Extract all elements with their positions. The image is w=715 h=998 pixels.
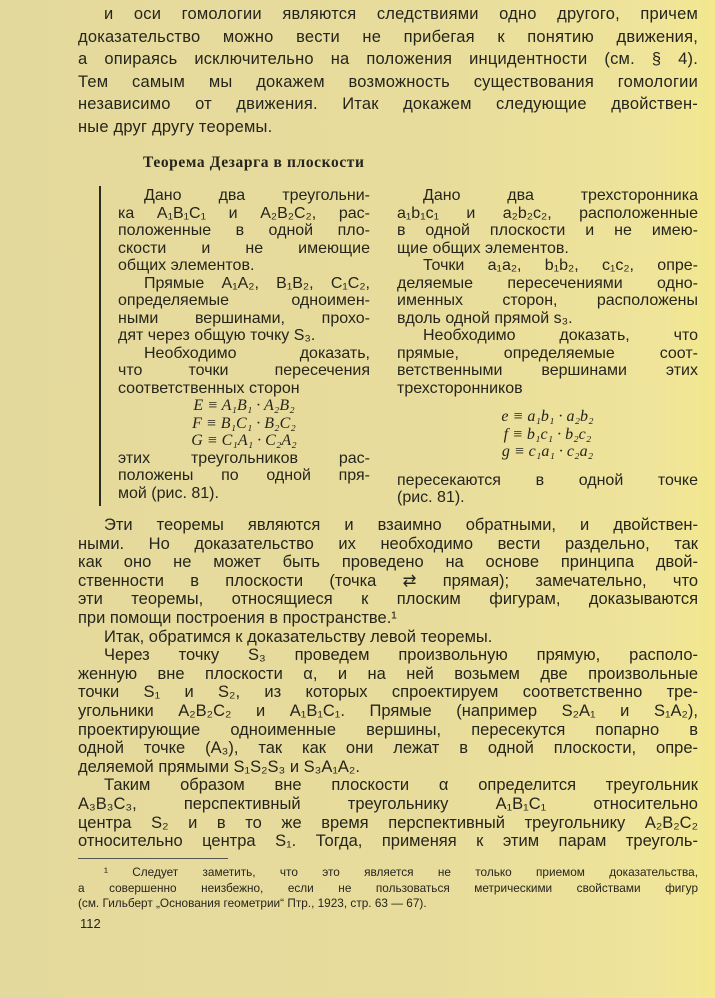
margin-bar bbox=[99, 186, 101, 506]
text-line: эти теоремы, относящиеся к плоским фигурам, доказываются bbox=[78, 590, 698, 609]
formula: g ≡ c₁a₁ · c₂a₂ bbox=[501, 443, 594, 460]
text-line: скости и не имеющие bbox=[118, 239, 370, 257]
text-line: (рис. 81). bbox=[397, 489, 465, 506]
text-line: при помощи построения в пространстве.¹ bbox=[78, 608, 397, 627]
text-line: дят через общую точку S₃. bbox=[118, 327, 316, 344]
footnote bbox=[78, 865, 698, 912]
text-line: Эти теоремы являются и взаимно обратными, и двойствен- bbox=[104, 516, 698, 534]
text-line: ными. Но доказательство их необходимо вести раздельно, так bbox=[78, 534, 698, 553]
paragraph bbox=[118, 450, 370, 503]
paragraph bbox=[118, 345, 370, 398]
text-line: положенные в одной пло- bbox=[118, 222, 370, 239]
right-conclusion bbox=[397, 472, 698, 507]
formula: G ≡ C₁A₁ · C₂A₂ bbox=[191, 432, 297, 449]
paragraph bbox=[397, 187, 698, 257]
paragraph bbox=[78, 646, 698, 776]
text-line: относительно центра S₁. Тогда, применяя к этим парам треуголь- bbox=[78, 832, 698, 851]
left-theorem-statement bbox=[118, 187, 370, 397]
page-number: 112 bbox=[80, 916, 101, 931]
text-line: и оси гомологии являются следствиями одно другого, причем bbox=[104, 5, 698, 23]
text-line: ственности в плоскости (точка ⇄ прямая); замечательно, что bbox=[78, 571, 698, 590]
left-formulas bbox=[118, 397, 370, 450]
paragraph bbox=[397, 327, 698, 397]
text-line: положены по одной пря- bbox=[118, 467, 370, 484]
text-line: Итак, обратимся к доказательству левой теоремы. bbox=[104, 627, 493, 646]
text-line: a₁b₁c₁ и a₂b₂c₂, расположенные bbox=[397, 204, 698, 222]
footnote-divider bbox=[78, 858, 228, 859]
text-line: Необходимо доказать, что bbox=[423, 327, 698, 344]
text-line: соответственных сторон bbox=[118, 379, 300, 397]
paragraph bbox=[78, 628, 698, 647]
text-line: Необходимо доказать, bbox=[144, 344, 370, 362]
text-line: деляемой прямыми S₁S₂S₃ и S₃A₁A₂. bbox=[78, 757, 360, 776]
text-line: женную вне плоскости α, и на ней возьмем две произвольные bbox=[78, 664, 698, 683]
text-line: вдоль одной прямой s₃. bbox=[397, 309, 573, 327]
right-formulas bbox=[397, 408, 698, 461]
text-line: определяемые одноимен- bbox=[118, 292, 370, 309]
text-line: мой (рис. 81). bbox=[118, 484, 219, 502]
text-line: щие общих элементов. bbox=[397, 239, 569, 257]
text-line: A₃B₃C₃, перспективный треугольнику A₁B₁C₁ относительно bbox=[78, 794, 698, 813]
text-line: трехсторонников bbox=[397, 379, 523, 397]
text-line: точки S₁ и S₂, из которых спроектируем соответственно тре- bbox=[78, 683, 698, 702]
text-line: в одной плоскости и не имею- bbox=[397, 222, 698, 239]
text-line: угольники A₂B₂C₂ и A₁B₁C₁. Прямые (например S₂A₁ и S₁A₂), bbox=[78, 701, 698, 720]
formula: f ≡ b₁c₁ · b₂c₂ bbox=[503, 425, 592, 443]
text-line: именных сторон, расположены bbox=[397, 292, 698, 309]
text-line: ные друг другу теоремы. bbox=[78, 117, 273, 136]
paragraph bbox=[78, 3, 698, 139]
paragraph bbox=[78, 776, 698, 850]
text-line: независимо от движения. Итак докажем следующие двойствен- bbox=[78, 95, 698, 114]
text-line: (см. Гильберт „Основания геометрии“ Птр., 1923, стр. 63 — 67). bbox=[78, 896, 427, 910]
text-line: что точки пересечения bbox=[118, 362, 370, 379]
intro-text bbox=[78, 3, 698, 139]
right-theorem-column bbox=[397, 187, 698, 507]
paragraph bbox=[397, 257, 698, 327]
formula: F ≡ B₁C₁ · B₂C₂ bbox=[192, 414, 296, 432]
paragraph bbox=[78, 865, 698, 912]
formula: e ≡ a₁b₁ · a₂b₂ bbox=[501, 408, 594, 425]
text-line: пересекаются в одной точке bbox=[397, 471, 698, 489]
text-line: ка A₁B₁C₁ и A₂B₂C₂, рас- bbox=[118, 204, 370, 222]
text-line: этих треугольников рас- bbox=[118, 449, 370, 467]
text-line: Дано два трехсторонника bbox=[423, 187, 698, 204]
text-line: центра S₂ и в то же время перспективный треугольнику A₂B₂C₂ bbox=[78, 813, 698, 832]
body-text bbox=[78, 516, 698, 851]
text-line: Таким образом вне плоскости α определится треугольник bbox=[104, 776, 698, 795]
text-line: Тем самым мы докажем возможность существования гомологии bbox=[78, 72, 698, 91]
left-conclusion bbox=[118, 450, 370, 503]
paragraph bbox=[118, 187, 370, 275]
left-theorem-column bbox=[118, 187, 370, 502]
text-line: Через точку S₃ проведем произвольную прямую, располо- bbox=[104, 646, 698, 665]
paragraph bbox=[78, 516, 698, 628]
text-line: Прямые A₁A₂, B₁B₂, C₁C₂, bbox=[144, 274, 370, 292]
text-line: Точки a₁a₂, b₁b₂, c₁c₂, опре- bbox=[423, 257, 698, 274]
paragraph bbox=[397, 472, 698, 507]
section-title: Теорема Дезарга в плоскости bbox=[143, 154, 365, 171]
text-line: одной точке (A₃), так как они лежат в одной плоскости, опре- bbox=[78, 739, 698, 758]
text-line: деляемые пересечениями одно- bbox=[397, 274, 698, 292]
text-line: как оно не может быть проведено на основе принципа двой- bbox=[78, 553, 698, 572]
text-line: а совершенно неизбежно, если не пользоваться метрическими свойствами фигур bbox=[78, 880, 698, 895]
text-line: ветственными вершинами этих bbox=[397, 362, 698, 379]
text-line: проектирующие одноименные вершины, пересекутся попарно в bbox=[78, 720, 698, 739]
text-line: Дано два треугольни- bbox=[144, 187, 370, 204]
text-line: доказательство можно вести не прибегая к понятию движения, bbox=[78, 27, 698, 46]
text-line: а опираясь исключительно на положения инцидентности (см. § 4). bbox=[78, 50, 698, 69]
right-theorem-statement bbox=[397, 187, 698, 397]
paragraph bbox=[118, 275, 370, 345]
text-line: прямые, определяемые соот- bbox=[397, 344, 698, 362]
formula: E ≡ A₁B₁ · A₂B₂ bbox=[193, 397, 295, 414]
text-line: ¹ Следует заметить, что это является не только приемом доказательства, bbox=[104, 865, 698, 879]
text-line: общих элементов. bbox=[118, 257, 255, 274]
text-line: ными вершинами, прохо- bbox=[118, 309, 370, 327]
